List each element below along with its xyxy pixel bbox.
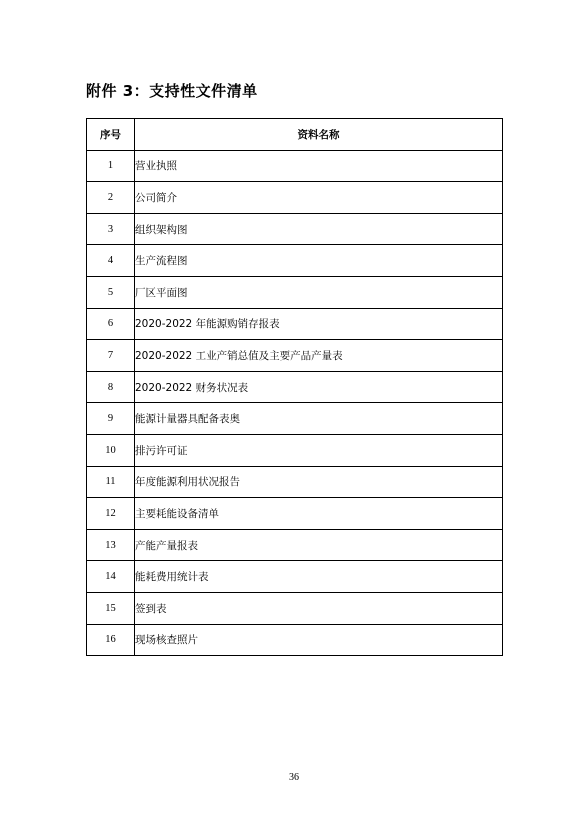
table-row: [87, 498, 503, 530]
row-index: 9: [87, 403, 135, 435]
row-name: 签到表: [135, 592, 503, 624]
row-name: 营业执照: [135, 150, 503, 182]
row-name: 产能产量报表: [135, 529, 503, 561]
row-index: 5: [87, 276, 135, 308]
row-index: 1: [87, 150, 135, 182]
table-row: [87, 434, 503, 466]
table-row: [87, 182, 503, 214]
page-heading: 附件 3：支持性文件清单: [86, 82, 258, 100]
row-name: 2020-2022 工业产销总值及主要产品产量表: [135, 340, 503, 372]
row-index: 16: [87, 624, 135, 656]
row-index: 12: [87, 498, 135, 530]
row-name: 能耗费用统计表: [135, 561, 503, 593]
row-index: 15: [87, 592, 135, 624]
row-name: 组织架构图: [135, 213, 503, 245]
row-index: 3: [87, 213, 135, 245]
table-row: [87, 213, 503, 245]
row-name: 2020-2022 财务状况表: [135, 371, 503, 403]
row-index: 11: [87, 466, 135, 498]
row-index: 14: [87, 561, 135, 593]
row-name: 厂区平面图: [135, 276, 503, 308]
table-row: [87, 624, 503, 656]
table-row: [87, 403, 503, 435]
row-name: 现场核查照片: [135, 624, 503, 656]
table-header-row: [87, 119, 503, 151]
row-index: 6: [87, 308, 135, 340]
table-row: [87, 340, 503, 372]
row-index: 10: [87, 434, 135, 466]
table-row: [87, 592, 503, 624]
row-name: 排污许可证: [135, 434, 503, 466]
row-index: 8: [87, 371, 135, 403]
row-name: 生产流程图: [135, 245, 503, 277]
supporting-documents-table: [86, 118, 503, 656]
table-row: [87, 529, 503, 561]
row-name: 年度能源利用状况报告: [135, 466, 503, 498]
page-number: 36: [289, 772, 299, 783]
row-index: 2: [87, 182, 135, 214]
row-index: 7: [87, 340, 135, 372]
table-row: [87, 276, 503, 308]
table-row: [87, 245, 503, 277]
row-name: 2020-2022 年能源购销存报表: [135, 308, 503, 340]
row-name: 主要耗能设备清单: [135, 498, 503, 530]
row-index: 13: [87, 529, 135, 561]
row-index: 4: [87, 245, 135, 277]
table-row: [87, 466, 503, 498]
header-index: 序号: [87, 119, 135, 151]
row-name: 公司简介: [135, 182, 503, 214]
row-name: 能源计量器具配备表奥: [135, 403, 503, 435]
table-row: [87, 150, 503, 182]
table-row: [87, 561, 503, 593]
table-row: [87, 308, 503, 340]
table-row: [87, 371, 503, 403]
header-name: 资料名称: [135, 119, 503, 151]
